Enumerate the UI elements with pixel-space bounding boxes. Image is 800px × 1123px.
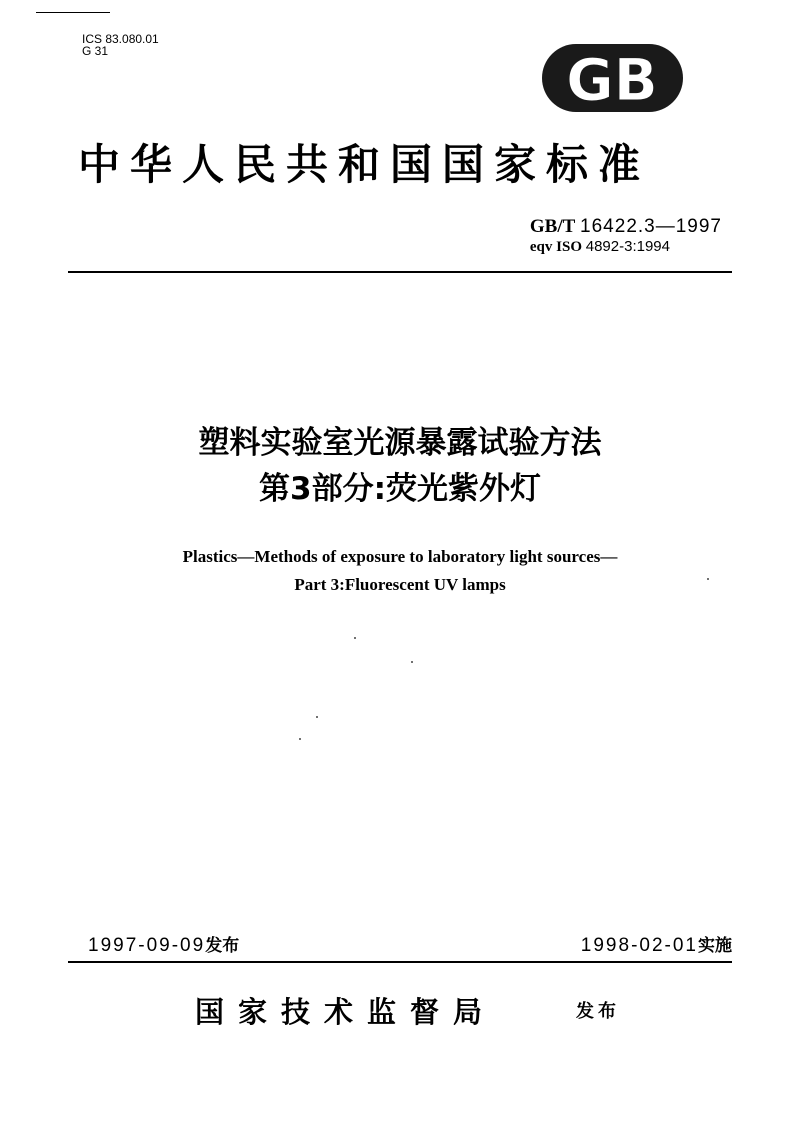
ccs-code: G 31 <box>82 44 109 58</box>
scan-speck <box>707 578 709 580</box>
classification-codes <box>82 33 159 57</box>
chinese-title-line1: 塑料实验室光源暴露试验方法 <box>198 425 602 461</box>
equivalence-prefix: eqv ISO <box>529 239 582 255</box>
chinese-title <box>0 420 800 512</box>
footer-divider <box>68 961 732 963</box>
implementation-date-value: 1998-02-01 <box>580 935 698 956</box>
issue-date <box>88 934 239 958</box>
scan-speck <box>316 716 318 718</box>
english-title <box>0 543 800 599</box>
standard-number: 16422.3—1997 <box>580 216 722 237</box>
chinese-title-line2: 第3部分:荧光紫外灯 <box>259 471 541 507</box>
header-divider <box>68 271 732 273</box>
standard-prefix: GB/T <box>529 216 576 237</box>
gb-logo-icon <box>540 42 685 114</box>
scan-speck <box>354 637 356 639</box>
standard-code-block <box>530 216 722 256</box>
english-title-line1: Plastics—Methods of exposure to laboratory light sources— <box>182 547 618 566</box>
ics-code: ICS 83.080.01 <box>82 32 159 46</box>
issue-date-label: 发布 <box>205 936 240 956</box>
implementation-date-label: 实施 <box>698 936 732 956</box>
scan-speck <box>299 738 301 740</box>
scan-speck <box>411 661 413 663</box>
top-edge-rule <box>36 12 110 13</box>
equivalence-number: 4892-3:1994 <box>585 238 670 255</box>
implementation-date <box>581 934 732 958</box>
english-title-line2: Part 3:Fluorescent UV lamps <box>294 575 506 594</box>
logo-text: GB <box>566 46 658 114</box>
issue-action: 发布 <box>576 1001 620 1022</box>
issue-date-value: 1997-09-09 <box>88 935 206 956</box>
national-standard-heading: 中华人民共和国国家标准 <box>78 140 651 189</box>
issuing-authority: 国家技术监督局 <box>195 995 497 1029</box>
